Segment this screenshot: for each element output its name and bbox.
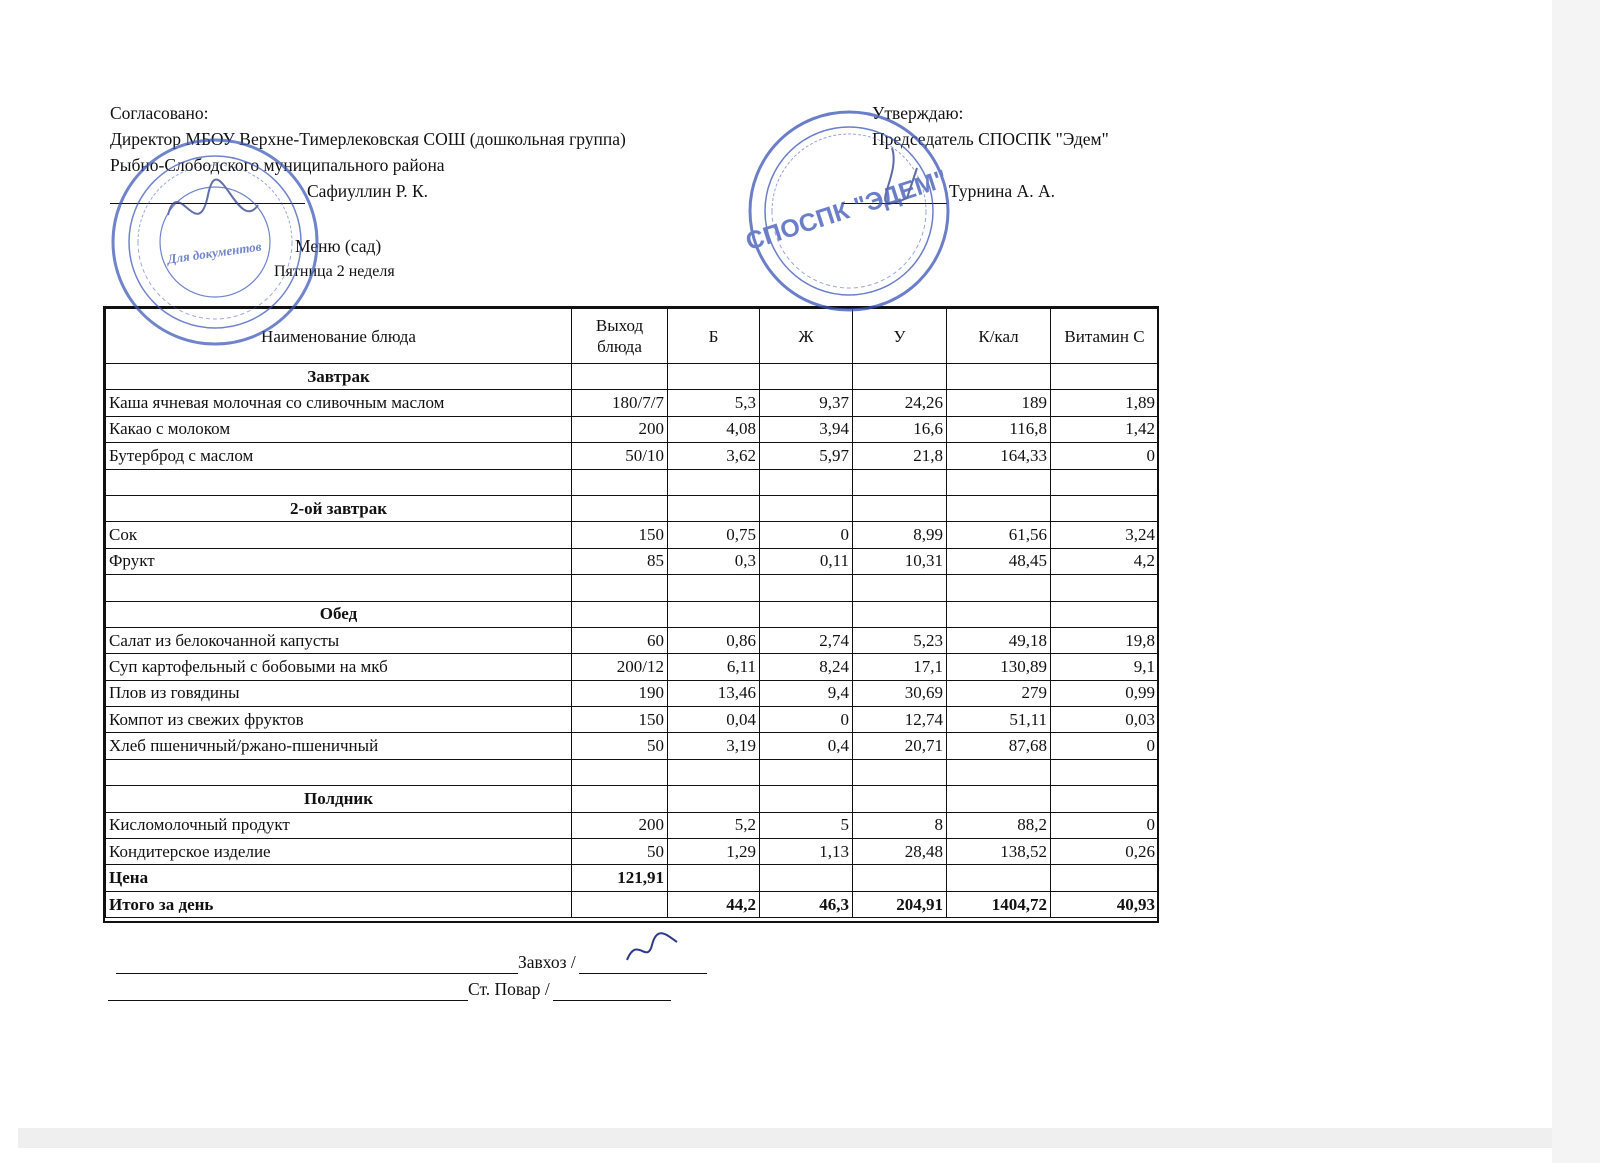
value-cell (572, 601, 668, 627)
value-cell: 88,2 (947, 812, 1051, 838)
value-cell: 16,6 (853, 416, 947, 442)
value-cell (1051, 495, 1159, 521)
value-cell: 1,42 (1051, 416, 1159, 442)
menu-table (105, 308, 1159, 918)
value-cell: 0,99 (1051, 680, 1159, 706)
table-row (106, 680, 1159, 706)
blank-row (106, 575, 1159, 601)
table-row (106, 654, 1159, 680)
approval-left-signature-row (110, 178, 626, 204)
value-cell: 1404,72 (947, 891, 1051, 917)
value-cell: 17,1 (853, 654, 947, 680)
value-cell: 4,2 (1051, 548, 1159, 574)
value-cell: 0,26 (1051, 839, 1159, 865)
value-cell: 6,11 (668, 654, 760, 680)
value-cell: 51,11 (947, 707, 1051, 733)
value-cell (853, 364, 947, 390)
value-cell: 21,8 (853, 443, 947, 469)
section-row (106, 364, 1159, 390)
dish-name-cell: Обед (106, 601, 572, 627)
value-cell (853, 759, 947, 785)
value-cell: 50/10 (572, 443, 668, 469)
value-cell: 5,97 (760, 443, 853, 469)
value-cell: 1,29 (668, 839, 760, 865)
scan-edge-right (1552, 0, 1600, 1163)
value-cell: 5,3 (668, 390, 760, 416)
value-cell: 121,91 (572, 865, 668, 891)
value-cell: 150 (572, 707, 668, 733)
value-cell (760, 469, 853, 495)
value-cell (1051, 469, 1159, 495)
value-cell (668, 759, 760, 785)
value-cell (760, 495, 853, 521)
column-header-2: Б (668, 309, 760, 364)
value-cell: 1,89 (1051, 390, 1159, 416)
value-cell: 200 (572, 812, 668, 838)
value-cell: 87,68 (947, 733, 1051, 759)
blank-row (106, 759, 1159, 785)
value-cell (947, 601, 1051, 627)
value-cell: 49,18 (947, 627, 1051, 653)
table-row (106, 627, 1159, 653)
signature-line (110, 185, 305, 204)
value-cell: 0,03 (1051, 707, 1159, 733)
dish-name-cell: Каша ячневая молочная со сливочным маслом (106, 390, 572, 416)
dish-name-cell: Какао с молоком (106, 416, 572, 442)
value-cell: 46,3 (760, 891, 853, 917)
value-cell (1051, 601, 1159, 627)
value-cell (760, 759, 853, 785)
signature-line (842, 185, 947, 204)
value-cell: 44,2 (668, 891, 760, 917)
value-cell (668, 601, 760, 627)
column-header-6: Витамин С (1051, 309, 1159, 364)
value-cell (947, 865, 1051, 891)
approval-right-signature-row (842, 178, 1109, 204)
dish-name-cell: Полдник (106, 786, 572, 812)
value-cell: 116,8 (947, 416, 1051, 442)
value-cell: 8 (853, 812, 947, 838)
value-cell: 0 (1051, 443, 1159, 469)
value-cell (572, 759, 668, 785)
value-cell: 0,04 (668, 707, 760, 733)
table-row (106, 707, 1159, 733)
value-cell: 0 (1051, 812, 1159, 838)
value-cell: 4,08 (668, 416, 760, 442)
value-cell: 0 (760, 522, 853, 548)
value-cell: 279 (947, 680, 1051, 706)
stamp-right-text: СПОСПК "ЭДЕМ" (742, 164, 951, 257)
value-cell (1051, 786, 1159, 812)
value-cell: 2,74 (760, 627, 853, 653)
value-cell: 3,24 (1051, 522, 1159, 548)
value-cell: 0,11 (760, 548, 853, 574)
value-cell: 189 (947, 390, 1051, 416)
scan-edge-bottom (18, 1128, 1552, 1148)
value-cell: 50 (572, 733, 668, 759)
value-cell: 61,56 (947, 522, 1051, 548)
value-cell (760, 364, 853, 390)
value-cell: 138,52 (947, 839, 1051, 865)
value-cell: 0,4 (760, 733, 853, 759)
povar-label: Ст. Повар / (468, 979, 550, 999)
value-cell (572, 495, 668, 521)
value-cell: 5,2 (668, 812, 760, 838)
approval-right-position: Председатель СПОСПК "Эдем" (872, 129, 1109, 149)
dish-name-cell: Кондитерское изделие (106, 839, 572, 865)
value-cell: 0 (760, 707, 853, 733)
column-header-3: Ж (760, 309, 853, 364)
table-row (106, 416, 1159, 442)
value-cell: 30,69 (853, 680, 947, 706)
value-cell (760, 786, 853, 812)
value-cell (668, 786, 760, 812)
value-cell: 20,71 (853, 733, 947, 759)
zavhoz-label: Завхоз / (518, 952, 576, 972)
signature-line (553, 983, 671, 1001)
value-cell: 3,94 (760, 416, 853, 442)
value-cell: 24,26 (853, 390, 947, 416)
footer-zavhoz (116, 950, 707, 974)
value-cell: 0,75 (668, 522, 760, 548)
value-cell: 9,37 (760, 390, 853, 416)
approval-right-label: Утверждаю: (872, 103, 964, 123)
dish-name-cell: Итого за день (106, 891, 572, 917)
dish-name-cell: Сок (106, 522, 572, 548)
value-cell: 8,24 (760, 654, 853, 680)
signature-line (108, 983, 468, 1001)
approval-left-position: Директор МБОУ Верхне-Тимерлековская СОШ (дошкольная группа) (110, 129, 626, 149)
table-header-row (106, 309, 1159, 364)
stamp-left-text: Для документов (166, 238, 263, 267)
column-header-1: Выход блюда (572, 309, 668, 364)
value-cell (668, 495, 760, 521)
value-cell: 200 (572, 416, 668, 442)
dish-name-cell: 2-ой завтрак (106, 495, 572, 521)
dish-name-cell: Компот из свежих фруктов (106, 707, 572, 733)
value-cell (668, 469, 760, 495)
column-header-5: К/кал (947, 309, 1051, 364)
menu-title: Меню (сад) (295, 236, 382, 256)
value-cell: 204,91 (853, 891, 947, 917)
value-cell (1051, 759, 1159, 785)
table-row (106, 443, 1159, 469)
value-cell (572, 469, 668, 495)
footer-povar (108, 977, 671, 1001)
dish-name-cell (106, 575, 572, 601)
value-cell: 150 (572, 522, 668, 548)
value-cell (853, 469, 947, 495)
table-body (106, 364, 1159, 918)
table-row (106, 548, 1159, 574)
value-cell (947, 575, 1051, 601)
dish-name-cell: Цена (106, 865, 572, 891)
value-cell: 9,1 (1051, 654, 1159, 680)
value-cell (947, 786, 1051, 812)
dish-name-cell: Плов из говядины (106, 680, 572, 706)
section-row (106, 495, 1159, 521)
value-cell: 9,4 (760, 680, 853, 706)
value-cell (947, 495, 1051, 521)
value-cell (760, 575, 853, 601)
approval-left-district: Рыбно-Слободского муниципального района (110, 155, 445, 175)
table-row (106, 812, 1159, 838)
value-cell: 12,74 (853, 707, 947, 733)
value-cell: 60 (572, 627, 668, 653)
dish-name-cell: Салат из белокочанной капусты (106, 627, 572, 653)
value-cell (947, 469, 1051, 495)
dish-name-cell: Кисломолочный продукт (106, 812, 572, 838)
value-cell: 5 (760, 812, 853, 838)
value-cell: 3,19 (668, 733, 760, 759)
value-cell: 130,89 (947, 654, 1051, 680)
dish-name-cell: Бутерброд с маслом (106, 443, 572, 469)
dish-name-cell (106, 469, 572, 495)
value-cell: 19,8 (1051, 627, 1159, 653)
section-row (106, 786, 1159, 812)
table-row (106, 891, 1159, 917)
value-cell: 50 (572, 839, 668, 865)
value-cell: 200/12 (572, 654, 668, 680)
value-cell: 40,93 (1051, 891, 1159, 917)
value-cell: 13,46 (668, 680, 760, 706)
value-cell: 8,99 (853, 522, 947, 548)
table-row (106, 865, 1159, 891)
menu-day: Пятница 2 неделя (274, 263, 395, 280)
value-cell (853, 601, 947, 627)
spacer (872, 152, 1109, 178)
value-cell: 5,23 (853, 627, 947, 653)
value-cell: 0 (1051, 733, 1159, 759)
approval-left-label: Согласовано: (110, 103, 209, 123)
approval-left (110, 100, 626, 204)
signature-line (116, 956, 518, 974)
value-cell: 3,62 (668, 443, 760, 469)
value-cell (760, 865, 853, 891)
approval-right (872, 100, 1109, 204)
column-header-0: Наименование блюда (106, 309, 572, 364)
value-cell (572, 786, 668, 812)
signature-line (579, 956, 707, 974)
value-cell (572, 364, 668, 390)
blank-row (106, 469, 1159, 495)
value-cell: 48,45 (947, 548, 1051, 574)
table-row (106, 522, 1159, 548)
dish-name-cell: Фрукт (106, 548, 572, 574)
approval-right-signatory: Турнина А. А. (949, 181, 1055, 201)
value-cell (1051, 865, 1159, 891)
value-cell: 0,86 (668, 627, 760, 653)
value-cell (853, 786, 947, 812)
value-cell (853, 575, 947, 601)
value-cell (1051, 575, 1159, 601)
dish-name-cell: Хлеб пшеничный/ржано-пшеничный (106, 733, 572, 759)
value-cell (947, 364, 1051, 390)
value-cell: 190 (572, 680, 668, 706)
dish-name-cell: Завтрак (106, 364, 572, 390)
table-row (106, 390, 1159, 416)
value-cell (572, 891, 668, 917)
section-row (106, 601, 1159, 627)
value-cell (668, 575, 760, 601)
dish-name-cell: Суп картофельный с бобовыми на мкб (106, 654, 572, 680)
value-cell: 28,48 (853, 839, 947, 865)
value-cell: 10,31 (853, 548, 947, 574)
value-cell (947, 759, 1051, 785)
value-cell (1051, 364, 1159, 390)
value-cell (853, 865, 947, 891)
value-cell: 180/7/7 (572, 390, 668, 416)
value-cell (572, 575, 668, 601)
value-cell: 164,33 (947, 443, 1051, 469)
value-cell: 0,3 (668, 548, 760, 574)
value-cell: 85 (572, 548, 668, 574)
value-cell (668, 865, 760, 891)
value-cell (668, 364, 760, 390)
table-row (106, 733, 1159, 759)
value-cell (853, 495, 947, 521)
value-cell: 1,13 (760, 839, 853, 865)
approval-left-signatory: Сафиуллин Р. К. (307, 181, 429, 201)
dish-name-cell (106, 759, 572, 785)
value-cell (760, 601, 853, 627)
table-row (106, 839, 1159, 865)
column-header-4: У (853, 309, 947, 364)
